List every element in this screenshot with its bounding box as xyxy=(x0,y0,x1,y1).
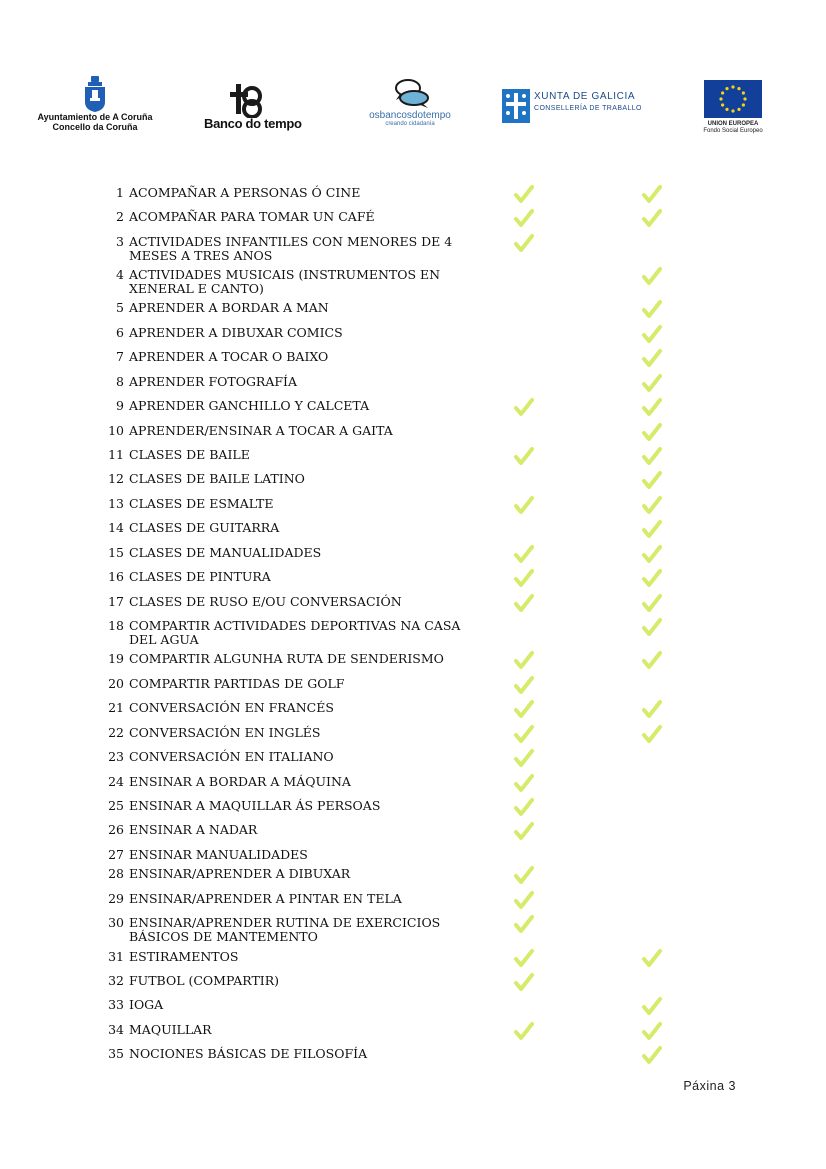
row-number: 31 xyxy=(108,949,124,964)
table-row xyxy=(0,210,826,234)
eu-star-icon xyxy=(721,103,724,106)
table-row xyxy=(0,950,826,974)
check-icon xyxy=(514,948,534,968)
check-icon xyxy=(514,865,534,885)
eu-star-icon xyxy=(731,109,734,112)
table-row xyxy=(0,472,826,496)
table-row xyxy=(0,570,826,594)
check-icon xyxy=(642,422,662,442)
activity-label: IOGA xyxy=(129,997,164,1012)
logo-os-bancos-do-tempo xyxy=(362,72,458,142)
check-icon xyxy=(514,748,534,768)
row-number: 29 xyxy=(108,891,124,906)
table-row xyxy=(0,799,826,823)
table-row xyxy=(0,234,826,263)
activity-label: APRENDER/ENSINAR A TOCAR A GAITA xyxy=(129,423,393,438)
row-number: 4 xyxy=(116,267,124,282)
table-row xyxy=(0,974,826,998)
table-row xyxy=(0,775,826,799)
activity-label: ENSINAR A BORDAR A MÁQUINA xyxy=(129,774,351,789)
check-icon xyxy=(642,470,662,490)
table-row xyxy=(0,915,826,944)
check-icon xyxy=(514,397,534,417)
row-number: 15 xyxy=(108,545,124,560)
eu-star-icon xyxy=(731,85,734,88)
row-number: 23 xyxy=(108,749,124,764)
check-icon xyxy=(642,324,662,344)
logo-coruna-line2: Concello da Coruña xyxy=(52,122,138,132)
activity-label: CLASES DE MANUALIDADES xyxy=(129,545,322,560)
check-icon xyxy=(642,397,662,417)
check-icon xyxy=(642,650,662,670)
row-number: 11 xyxy=(108,447,124,462)
eu-star-icon xyxy=(725,87,728,90)
check-icon xyxy=(642,593,662,613)
check-icon xyxy=(514,675,534,695)
coat-of-arms-icon xyxy=(83,76,107,112)
logo-banco-text: Banco do tempo xyxy=(204,116,302,131)
activity-label: CONVERSACIÓN EN INGLÉS xyxy=(129,725,321,740)
check-icon xyxy=(642,184,662,204)
check-icon xyxy=(514,593,534,613)
check-icon xyxy=(514,495,534,515)
xunta-shield-icon xyxy=(502,89,530,123)
row-number: 14 xyxy=(108,520,124,535)
activity-label: COMPARTIR ACTIVIDADES DEPORTIVAS NA CASA DEL AGUA xyxy=(129,618,461,647)
table-row xyxy=(0,399,826,423)
activity-label: CONVERSACIÓN EN FRANCÉS xyxy=(129,700,334,715)
logo-ue-line1: UNION EUROPEA xyxy=(707,121,759,127)
table-row xyxy=(0,521,826,545)
table-row xyxy=(0,652,826,676)
check-icon xyxy=(642,724,662,744)
activity-label: CLASES DE BAILE LATINO xyxy=(129,471,305,486)
check-icon xyxy=(514,972,534,992)
activity-label: COMPARTIR ALGUNHA RUTA DE SENDERISMO xyxy=(129,651,444,666)
eu-star-icon xyxy=(742,103,745,106)
activity-label: ACTIVIDADES MUSICAIS (INSTRUMENTOS EN XENERAL E CANTO) xyxy=(129,267,441,296)
row-number: 8 xyxy=(116,374,124,389)
activity-label: MAQUILLAR xyxy=(129,1022,212,1037)
activity-label: ACTIVIDADES INFANTILES CON MENORES DE 4 MESES A TRES ANOS xyxy=(129,234,453,263)
table-row xyxy=(0,301,826,325)
logo-union-europea xyxy=(694,72,772,142)
eu-star-icon xyxy=(721,91,724,94)
speech-bubbles-icon xyxy=(388,76,432,110)
activity-label: APRENDER A BORDAR A MAN xyxy=(129,300,329,315)
table-row xyxy=(0,867,826,891)
table-row xyxy=(0,618,826,647)
activity-label: ENSINAR/APRENDER RUTINA DE EXERCICIOS BÁSICOS DE MANTEMENTO xyxy=(129,915,441,944)
eu-star-icon xyxy=(742,91,745,94)
activity-label: APRENDER GANCHILLO Y CALCETA xyxy=(129,398,370,413)
check-icon xyxy=(514,233,534,253)
logo-xunta-de-galicia xyxy=(500,72,660,142)
table-row xyxy=(0,677,826,701)
table-row xyxy=(0,350,826,374)
row-number: 1 xyxy=(116,185,124,200)
logo-concello-coruna xyxy=(30,72,160,142)
logo-osbancos-line2: creando cidadanía xyxy=(385,121,435,127)
check-icon xyxy=(642,208,662,228)
activity-label: ACOMPAÑAR A PERSONAS Ó CINE xyxy=(129,185,361,200)
activity-label: ENSINAR/APRENDER A PINTAR EN TELA xyxy=(129,891,402,906)
check-icon xyxy=(642,544,662,564)
logo-banco-do-tempo xyxy=(200,72,310,142)
activity-label: ENSINAR MANUALIDADES xyxy=(129,847,308,862)
activity-label: CLASES DE BAILE xyxy=(129,447,250,462)
activity-label: APRENDER A DIBUXAR COMICS xyxy=(129,325,343,340)
row-number: 25 xyxy=(108,798,124,813)
activity-label: COMPARTIR PARTIDAS DE GOLF xyxy=(129,676,345,691)
check-icon xyxy=(642,996,662,1016)
logo-osbancos-line1: osbancosdotempo xyxy=(369,110,451,121)
check-icon xyxy=(642,1045,662,1065)
row-number: 35 xyxy=(108,1046,124,1061)
check-icon xyxy=(514,568,534,588)
activity-label: CLASES DE RUSO E/OU CONVERSACIÓN xyxy=(129,594,402,609)
check-icon xyxy=(514,797,534,817)
row-number: 2 xyxy=(116,209,124,224)
row-number: 6 xyxy=(116,325,124,340)
activity-label: APRENDER A TOCAR O BAIXO xyxy=(129,349,329,364)
logo-coruna-line1: Ayuntamiento de A Coruña xyxy=(37,112,153,122)
row-number: 24 xyxy=(108,774,124,789)
eu-star-icon xyxy=(743,97,746,100)
activity-label: CONVERSACIÓN EN ITALIANO xyxy=(129,749,334,764)
check-icon xyxy=(514,724,534,744)
table-row xyxy=(0,726,826,750)
check-icon xyxy=(642,299,662,319)
check-icon xyxy=(514,773,534,793)
check-icon xyxy=(642,948,662,968)
table-row xyxy=(0,1023,826,1047)
eu-star-icon xyxy=(719,97,722,100)
table-row xyxy=(0,267,826,296)
check-icon xyxy=(642,699,662,719)
check-icon xyxy=(642,373,662,393)
eu-flag-icon xyxy=(704,80,762,118)
table-row xyxy=(0,448,826,472)
activity-label: ENSINAR A NADAR xyxy=(129,822,258,837)
table-row xyxy=(0,701,826,725)
check-icon xyxy=(642,266,662,286)
logo-xunta-line2: CONSELLERÍA DE TRABALLO xyxy=(534,105,642,112)
check-icon xyxy=(514,544,534,564)
table-row xyxy=(0,186,826,210)
table-row xyxy=(0,595,826,619)
check-icon xyxy=(514,208,534,228)
table-row xyxy=(0,750,826,774)
logo-ue-line2: Fondo Social Europeo xyxy=(703,128,763,134)
check-icon xyxy=(642,495,662,515)
table-row xyxy=(0,823,826,847)
row-number: 28 xyxy=(108,866,124,881)
row-number: 22 xyxy=(108,725,124,740)
activity-label: NOCIONES BÁSICAS DE FILOSOFÍA xyxy=(129,1046,368,1061)
activity-label: FUTBOL (COMPARTIR) xyxy=(129,973,280,988)
check-icon xyxy=(642,617,662,637)
check-icon xyxy=(514,699,534,719)
logo-xunta-line1: XUNTA DE GALICIA xyxy=(534,91,636,102)
row-number: 26 xyxy=(108,822,124,837)
activity-label: CLASES DE ESMALTE xyxy=(129,496,274,511)
row-number: 20 xyxy=(108,676,124,691)
table-row xyxy=(0,497,826,521)
row-number: 33 xyxy=(108,997,124,1012)
row-number: 21 xyxy=(108,700,124,715)
table-row xyxy=(0,375,826,399)
activity-label: ESTIRAMENTOS xyxy=(129,949,239,964)
activity-label: CLASES DE GUITARRA xyxy=(129,520,280,535)
check-icon xyxy=(642,348,662,368)
row-number: 32 xyxy=(108,973,124,988)
row-number: 17 xyxy=(108,594,124,609)
eu-star-icon xyxy=(725,108,728,111)
table-row xyxy=(0,424,826,448)
row-number: 16 xyxy=(108,569,124,584)
activity-label: ENSINAR A MAQUILLAR ÁS PERSOAS xyxy=(129,798,381,813)
row-number: 9 xyxy=(116,398,124,413)
eu-star-icon xyxy=(737,87,740,90)
row-number: 18 xyxy=(108,618,124,633)
table-row xyxy=(0,892,826,916)
check-icon xyxy=(514,184,534,204)
table-row xyxy=(0,998,826,1022)
check-icon xyxy=(514,1021,534,1041)
row-number: 30 xyxy=(108,915,124,930)
row-number: 10 xyxy=(108,423,124,438)
table-row xyxy=(0,546,826,570)
check-icon xyxy=(642,519,662,539)
activity-label: CLASES DE PINTURA xyxy=(129,569,271,584)
check-icon xyxy=(514,446,534,466)
check-icon xyxy=(514,650,534,670)
table-row xyxy=(0,326,826,350)
row-number: 27 xyxy=(108,847,124,862)
banco-tempo-mark-icon xyxy=(230,82,264,118)
row-number: 13 xyxy=(108,496,124,511)
check-icon xyxy=(514,890,534,910)
row-number: 34 xyxy=(108,1022,124,1037)
eu-star-icon xyxy=(737,108,740,111)
row-number: 12 xyxy=(108,471,124,486)
row-number: 7 xyxy=(116,349,124,364)
activity-label: ACOMPAÑAR PARA TOMAR UN CAFÉ xyxy=(129,209,375,224)
activity-label: APRENDER FOTOGRAFÍA xyxy=(129,374,298,389)
check-icon xyxy=(642,1021,662,1041)
header-logos xyxy=(0,72,826,142)
check-icon xyxy=(642,568,662,588)
row-number: 5 xyxy=(116,300,124,315)
activity-label: ENSINAR/APRENDER A DIBUXAR xyxy=(129,866,351,881)
check-icon xyxy=(514,914,534,934)
page-number: Páxina 3 xyxy=(683,1079,736,1093)
check-icon xyxy=(642,446,662,466)
row-number: 19 xyxy=(108,651,124,666)
table-row xyxy=(0,1047,826,1071)
row-number: 3 xyxy=(116,234,124,249)
check-icon xyxy=(514,821,534,841)
